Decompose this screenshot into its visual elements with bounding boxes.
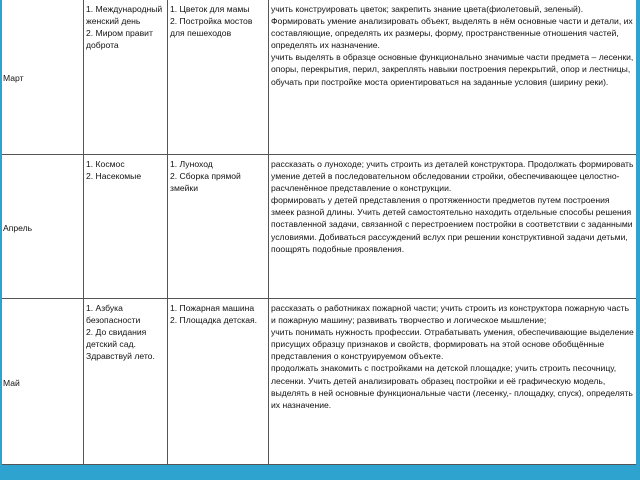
construction-item: 2. Сборка прямой змейки — [170, 171, 241, 194]
goal-text: учить понимать нужность профессии. Отрабатывать умения, обеспечивающие выделение присущих образцу признаков и свойств, формировать на этой основе обобщённые представления о конструируемом объекте. — [271, 327, 634, 362]
theme-item: 1. Азбука безопасности — [86, 303, 141, 326]
construction-cell — [168, 299, 269, 465]
goal-text: рассказать о работниках пожарной части; учить строить из конструктора пожарную часть и пожарную машину; развивать творчество и логическое мышление; — [271, 303, 630, 326]
construction-item: 1. Цветок для мамы — [170, 4, 250, 14]
month-label: Март — [3, 73, 24, 84]
bottom-accent-bar — [0, 465, 640, 480]
construction-item: 1. Луноход — [170, 159, 213, 169]
month-cell — [0, 0, 84, 155]
theme-cell — [84, 155, 168, 299]
goal-text: продолжать знакомить с постройками на детской площадке; учить строить песочницу, лесенки. Учить детей анализировать образец постройки и её графическую модель, выделять в ней основные функциональные части (лесенку,- площадку, спуск), определять их назначение. — [271, 363, 633, 410]
theme-item: 2. До свидания детский сад. Здравствуй лето. — [86, 327, 155, 362]
theme-item: 2. Миром правит доброта — [86, 28, 153, 51]
construction-item: 2. Постройка мостов для пешеходов — [170, 16, 253, 39]
table-row — [0, 0, 638, 155]
goals-cell — [269, 299, 638, 465]
construction-cell — [168, 155, 269, 299]
goal-text: учить конструировать цветок; закрепить знание цвета(фиолетовый, зеленый). — [271, 4, 584, 14]
construction-item: 1. Пожарная машина — [170, 303, 255, 313]
theme-cell — [84, 0, 168, 155]
month-cell — [0, 299, 84, 465]
construction-item: 2. Площадка детская. — [170, 315, 258, 326]
goals-cell — [269, 155, 638, 299]
theme-cell — [84, 299, 168, 465]
table-row — [0, 155, 638, 299]
goal-text: Формировать умение анализировать объект, выделять в нём основные части и детали, их составляющие, определять их размеры, форму, пространственные отношения частей, определять их назначение. — [271, 16, 633, 51]
theme-item: 2. Насекомые — [86, 171, 142, 182]
goal-text: учить выделять в образце основные функционально значимые части предмета – лесенки, опоры, перекрытия, перил, закреплять навыки построения перекрытий, опор и лестницы, обучать при постройке моста ориентироваться на заданные условия (ширину реки). — [271, 52, 634, 87]
month-label: Май — [3, 377, 20, 388]
right-accent-border — [636, 0, 640, 480]
goal-text: формировать у детей представления о протяженности предметов путем построения змеек разной длины. Учить детей самостоятельно находить отдельные способы решения поставленной задачи, связанной с перестроением постройки в соответствии с заданными условиями. Добиваться рассуждений вслух при решении конструктивной задачи детьми, поощрять подобные проявления. — [271, 195, 633, 254]
theme-item: 1. Космос — [86, 159, 125, 169]
month-cell — [0, 155, 84, 299]
construction-cell — [168, 0, 269, 155]
goal-text: рассказать о луноходе; учить строить из деталей конструктора. Продолжать формировать умение детей в последовательном обследовании стройки, обеспечивающее целостно-расчленённое представление о конструкции. — [271, 159, 634, 194]
month-label: Апрель — [3, 222, 33, 233]
theme-item: 1. Международный женский день — [86, 4, 163, 27]
table-row — [0, 299, 638, 465]
goals-cell — [269, 0, 638, 155]
left-accent-border — [0, 0, 2, 465]
